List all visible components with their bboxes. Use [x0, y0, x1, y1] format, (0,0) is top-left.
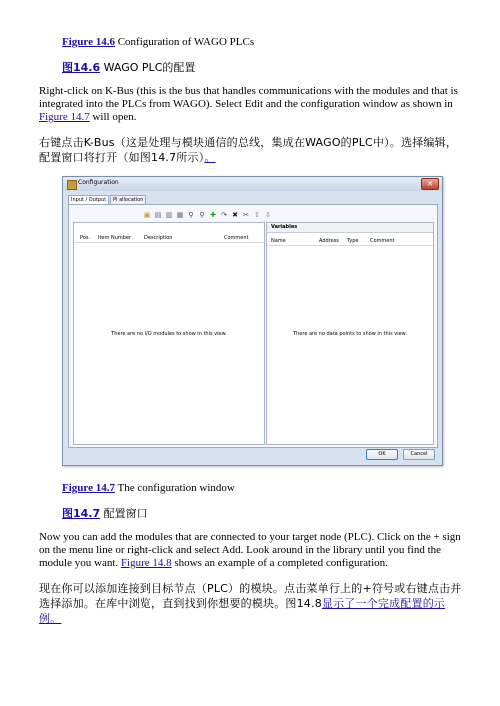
paragraph-en-2-tail: shows an example of a completed configuration.: [171, 557, 388, 569]
link-icon[interactable]: ↷: [221, 211, 227, 219]
header-divider: [74, 242, 264, 243]
delete-icon[interactable]: ✖: [232, 211, 238, 219]
arrow-up-icon[interactable]: ⇧: [254, 211, 260, 219]
paragraph-zh-1: [39, 135, 462, 165]
figure-14-6-caption: [62, 36, 254, 49]
column-type[interactable]: Type: [347, 238, 359, 244]
paragraph-en-2: [39, 531, 462, 570]
ok-button[interactable]: OK: [366, 449, 398, 460]
empty-variables-message: There are no data points to show in this view.: [293, 331, 407, 337]
paragraph-en-1: [39, 85, 462, 124]
window-title: Configuration: [78, 179, 119, 186]
figure-14-6-caption-zh-text: WAGO PLC的配置: [103, 61, 196, 74]
io-modules-pane[interactable]: [73, 222, 265, 445]
paragraph-zh-1-link[interactable]: 。: [204, 151, 216, 164]
figure-14-7-ref-link[interactable]: Figure 14.7: [39, 111, 90, 123]
variables-pane[interactable]: [266, 222, 434, 445]
folder-icon[interactable]: ▣: [143, 211, 151, 219]
figure-14-6-caption-zh: [62, 60, 195, 75]
zoom-icon[interactable]: ⚲: [199, 211, 205, 219]
figure-14-7-link-zh[interactable]: 图14.7: [62, 507, 101, 520]
save-icon[interactable]: ▤: [154, 211, 162, 219]
window-titlebar: [63, 177, 442, 191]
configuration-window: [62, 176, 443, 466]
paragraph-zh-2-link[interactable]: 显示了一个完成配置的示例。: [39, 597, 446, 625]
figure-14-6-link-zh[interactable]: 图14.6: [62, 61, 101, 74]
column-comment[interactable]: Comment: [224, 235, 249, 241]
variables-title: Variables: [271, 224, 298, 230]
tab-pi-allocation[interactable]: PI allocation: [110, 195, 146, 204]
column-item-number[interactable]: Item Number: [98, 235, 132, 241]
tab-input-output[interactable]: Input / Output: [68, 195, 109, 205]
figure-14-6-caption-text: Configuration of WAGO PLCs: [117, 36, 255, 48]
import-icon[interactable]: ▦: [176, 211, 184, 219]
app-icon: [67, 180, 77, 190]
arrow-down-icon[interactable]: ⇩: [265, 211, 271, 219]
column-description[interactable]: Description: [144, 235, 173, 241]
figure-14-7-caption-zh: [62, 506, 148, 521]
tab-panel: [68, 204, 438, 448]
paragraph-zh-2-text: 现在你可以添加连接到目标节点（PLC）的模块。点击菜单行上的+符号或右键点击并选择添加。在库中浏览，直到找到你想要的模块。图14.8: [39, 582, 462, 610]
figure-14-7-link[interactable]: Figure 14.7: [62, 482, 115, 494]
figure-14-7-caption: [62, 482, 235, 495]
empty-modules-message: There are no I/O modules to show in this view.: [111, 331, 227, 337]
figure-14-7-caption-zh-text: 配置窗口: [103, 507, 148, 520]
figure-14-7-caption-text: The configuration window: [117, 482, 235, 494]
paragraph-zh-1-text: 右键点击K-Bus（这是处理与模块通信的总线，集成在WAGO的PLC中）。选择编辑，配置窗口将打开（如图14.7所示）: [39, 136, 458, 164]
add-icon[interactable]: ✚: [210, 211, 216, 219]
variables-header: [267, 223, 433, 233]
list-icon[interactable]: ▥: [165, 211, 173, 219]
search-icon[interactable]: ⚲: [188, 211, 194, 219]
figure-14-6-link[interactable]: Figure 14.6: [62, 36, 115, 48]
paragraph-en-1-tail: will open.: [89, 111, 137, 123]
column-comment-variables[interactable]: Comment: [370, 238, 395, 244]
column-name[interactable]: Name: [271, 238, 286, 244]
paragraph-en-1-text: Right-click on K-Bus (this is the bus that handles communications with the modules and that is integrated into the PLCs from WAGO). Select Edit and the configuration window as shown in: [39, 85, 458, 110]
column-address[interactable]: Address: [319, 238, 339, 244]
variables-header-divider: [267, 245, 433, 246]
column-pos[interactable]: Pos.: [80, 235, 91, 241]
paragraph-zh-2: [39, 581, 462, 626]
figure-14-8-ref-link[interactable]: Figure 14.8: [120, 557, 172, 569]
cancel-button[interactable]: Cancel: [403, 449, 435, 460]
paragraph-en-2-text: Now you can add the modules that are connected to your target node (PLC). Click on the + sign on the menu line or right-click and select Add. Look around in the library until you find the module you want.: [39, 531, 461, 569]
close-icon[interactable]: ✕: [421, 178, 439, 190]
cut-icon[interactable]: ✂: [243, 211, 249, 219]
